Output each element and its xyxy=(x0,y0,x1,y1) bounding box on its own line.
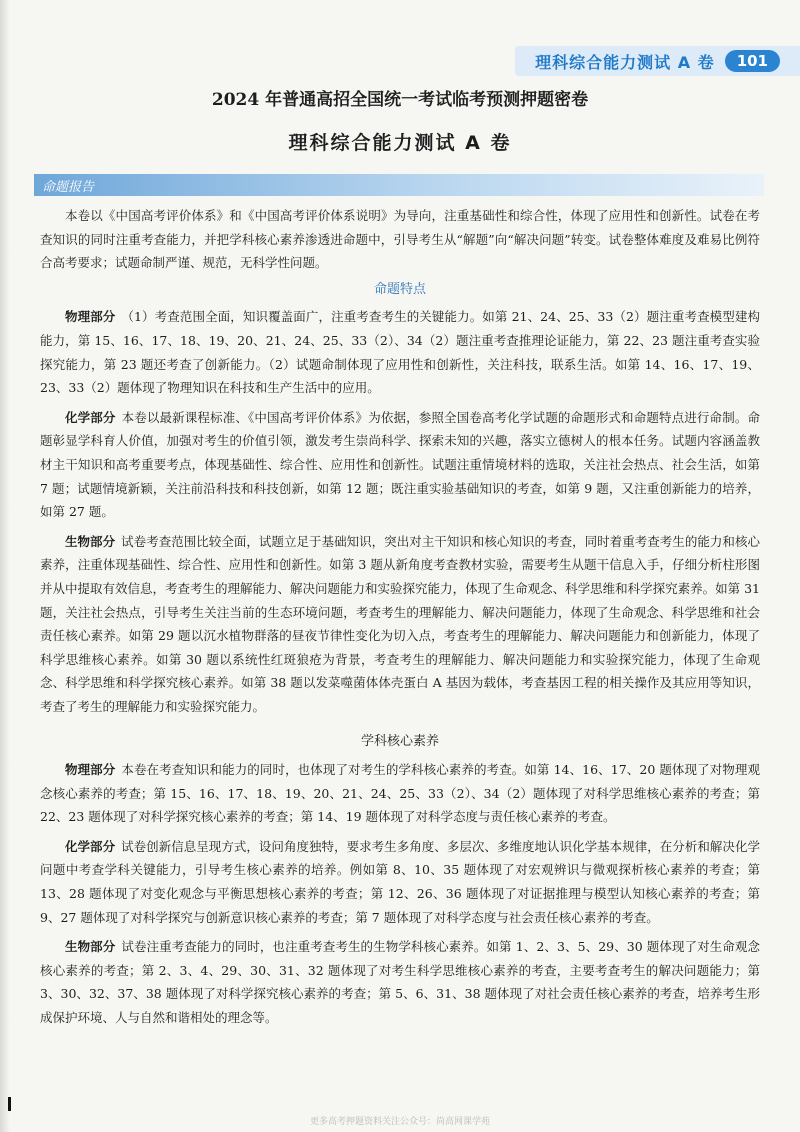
chemistry-text: 本卷以最新课程标准、《中国高考评价体系》为依据，参照全国卷高考化学试题的命题形式和命题特点进行命制。命题彰显学科育人价值，加强对考生的价值引领，激发考生崇尚科学、探索未知的兴趣，落实立德树人的根本任务。试题内容涵盖教材主干知识和高考重要考点，体现基础性、综合性、应用性和创新性。试题注重情境材料的选取，关注社会热点、社会生活，如第 7 题；试题情境新颖，关注前沿科技和科技创新，如第 12 题；既注重实验基础知识的考查，如第 9 题，又注重创新能力的培养，如第 27 题。 xyxy=(40,409,760,520)
report-section-bar xyxy=(34,174,764,196)
section-heading-features: 命题特点 xyxy=(373,281,426,297)
section-heading-core-literacy: 学科核心素养 xyxy=(360,734,439,750)
chemistry-label: 化学部分 xyxy=(65,409,116,425)
document-subtitle: 理科综合能力测试 A 卷 xyxy=(288,132,512,154)
literacy-chemistry-paragraph xyxy=(40,835,760,929)
page-edge-shadow xyxy=(0,0,10,1132)
chemistry-text: 试卷创新信息呈现方式，设问角度独特，要求考生多角度、多层次、多维度地认识化学基本规律，在分析和解决化学问题中考查学科关键能力，引导考生核心素养的培养。例如第 8、10、35 题体现了对宏观辨识与微观探析核心素养的考查；第 13、28 题体现了对变化观念与平衡思想核心素养的考查；第 12、26、36 题体现了对证据推理与模型认知核心素养的考查；第 9、27 题体现了对科学探究与创新意识核心素养的考查；第 7 题体现了对科学态度与社会责任核心素养的考查。 xyxy=(40,838,760,925)
document-title: 2024 年普通高招全国统一考试临考预测押题密卷 xyxy=(211,90,589,110)
physics-text: 本卷在考查知识和能力的同时，也体现了对考生的学科核心素养的考查。如第 14、16、17、20 题体现了对物理观念核心素养的考查；第 15、16、17、18、19、20、21、24、25、33（2）、34（2）题体现了对科学思维核心素养的考查；第 22、23 题体现了对科学探究核心素养的考查；第 14、19 题体现了对科学态度与责任核心素养的考查。 xyxy=(40,762,760,825)
running-header xyxy=(515,46,800,76)
biology-label: 生物部分 xyxy=(65,533,116,549)
literacy-physics-paragraph xyxy=(40,758,760,829)
intro-paragraph: 本卷以《中国高考评价体系》和《中国高考评价体系说明》为导向，注重基础性和综合性，体现了应用性和创新性。试卷在考查知识的同时注重考查能力，并把学科核心素养渗透进命题中，引导考生从“解题”向“解决问题”转变。试卷整体难度及难易比例符合高考要求；试题命制严谨、规范，无科学性问题。 xyxy=(40,208,760,271)
features-chemistry-paragraph xyxy=(40,406,760,524)
chemistry-label: 化学部分 xyxy=(65,838,116,854)
page-corner-mark xyxy=(8,1097,11,1111)
footer-watermark: 更多高考押题资料关注公众号：尚高网课学苑 xyxy=(309,1117,490,1127)
report-label: 命题报告 xyxy=(42,180,95,195)
biology-text: 试卷考查范围比较全面，试题立足于基础知识，突出对主干知识和核心知识的考查，同时着重考查考生的能力和核心素养，注重体现基础性、综合性、应用性和创新性。如第 3 题从新角度考查教材实验，需要考生从题干信息入手，仔细分析柱形图并从中提取有效信息，考查考生的理解能力、解决问题能力和实验探究能力，体现了生命观念、科学思维和科学探究素养。如第 31 题，关注社会热点，引导考生关注当前的生态环境问题，考查考生的理解能力、解决问题能力，体现了生命观念、科学思维和社会责任核心素养。如第 29 题以沉水植物群落的昼夜节律性变化为切入点，考查考生的理解能力、解决问题能力和创新能力，体现了科学思维核心素养。如第 30 题以系统性红斑狼疮为背景，考查考生的理解能力、解决问题能力和实验探究能力，体现了生命观念、科学思维和科学探究核心素养。如第 38 题以发菜噬菌体体壳蛋白 A 基因为载体，考查基因工程的相关操作及其应用等知识，考查了考生的理解能力和实验探究能力。 xyxy=(40,533,760,714)
literacy-biology-paragraph xyxy=(40,935,760,1029)
physics-label: 物理部分 xyxy=(65,309,116,325)
header-title: 理科综合能力测试 A 卷 xyxy=(535,52,715,72)
physics-text: （1）考查范围全面，知识覆盖面广，注重考查考生的关键能力。如第 21、24、25、33（2）题注重考查模型建构能力，第 15、16、17、18、19、20、21、24、25、33（2）、34（2）题注重考查推理论证能力，第 22、23 题注重考查实验探究能力，第 23 题还考查了创新能力。（2）试题命制体现了应用性和创新性，关注科技，联系生活。如第 14、16、17、19、23、33（2）题体现了物理知识在科技和生产生活中的应用。 xyxy=(40,309,760,396)
physics-label: 物理部分 xyxy=(65,762,116,778)
biology-label: 生物部分 xyxy=(65,939,116,955)
features-biology-paragraph xyxy=(40,530,760,719)
document-body xyxy=(40,204,760,1030)
biology-text: 试卷注重考查能力的同时，也注重考查考生的生物学科核心素养。如第 1、2、3、5、29、30 题体现了对生命观念核心素养的考查；第 2、3、4、29、30、31、32 题体现了对考生科学思维核心素养的考查，主要考查考生的解决问题能力；第 3、30、32、37、38 题体现了对科学探究核心素养的考查；第 5、6、31、38 题体现了对社会责任核心素养的考查，培养考生形成保护环境、人与自然和谐相处的理念等。 xyxy=(40,939,760,1025)
features-physics-paragraph xyxy=(40,305,760,399)
page-number-badge: 101 xyxy=(725,50,780,72)
